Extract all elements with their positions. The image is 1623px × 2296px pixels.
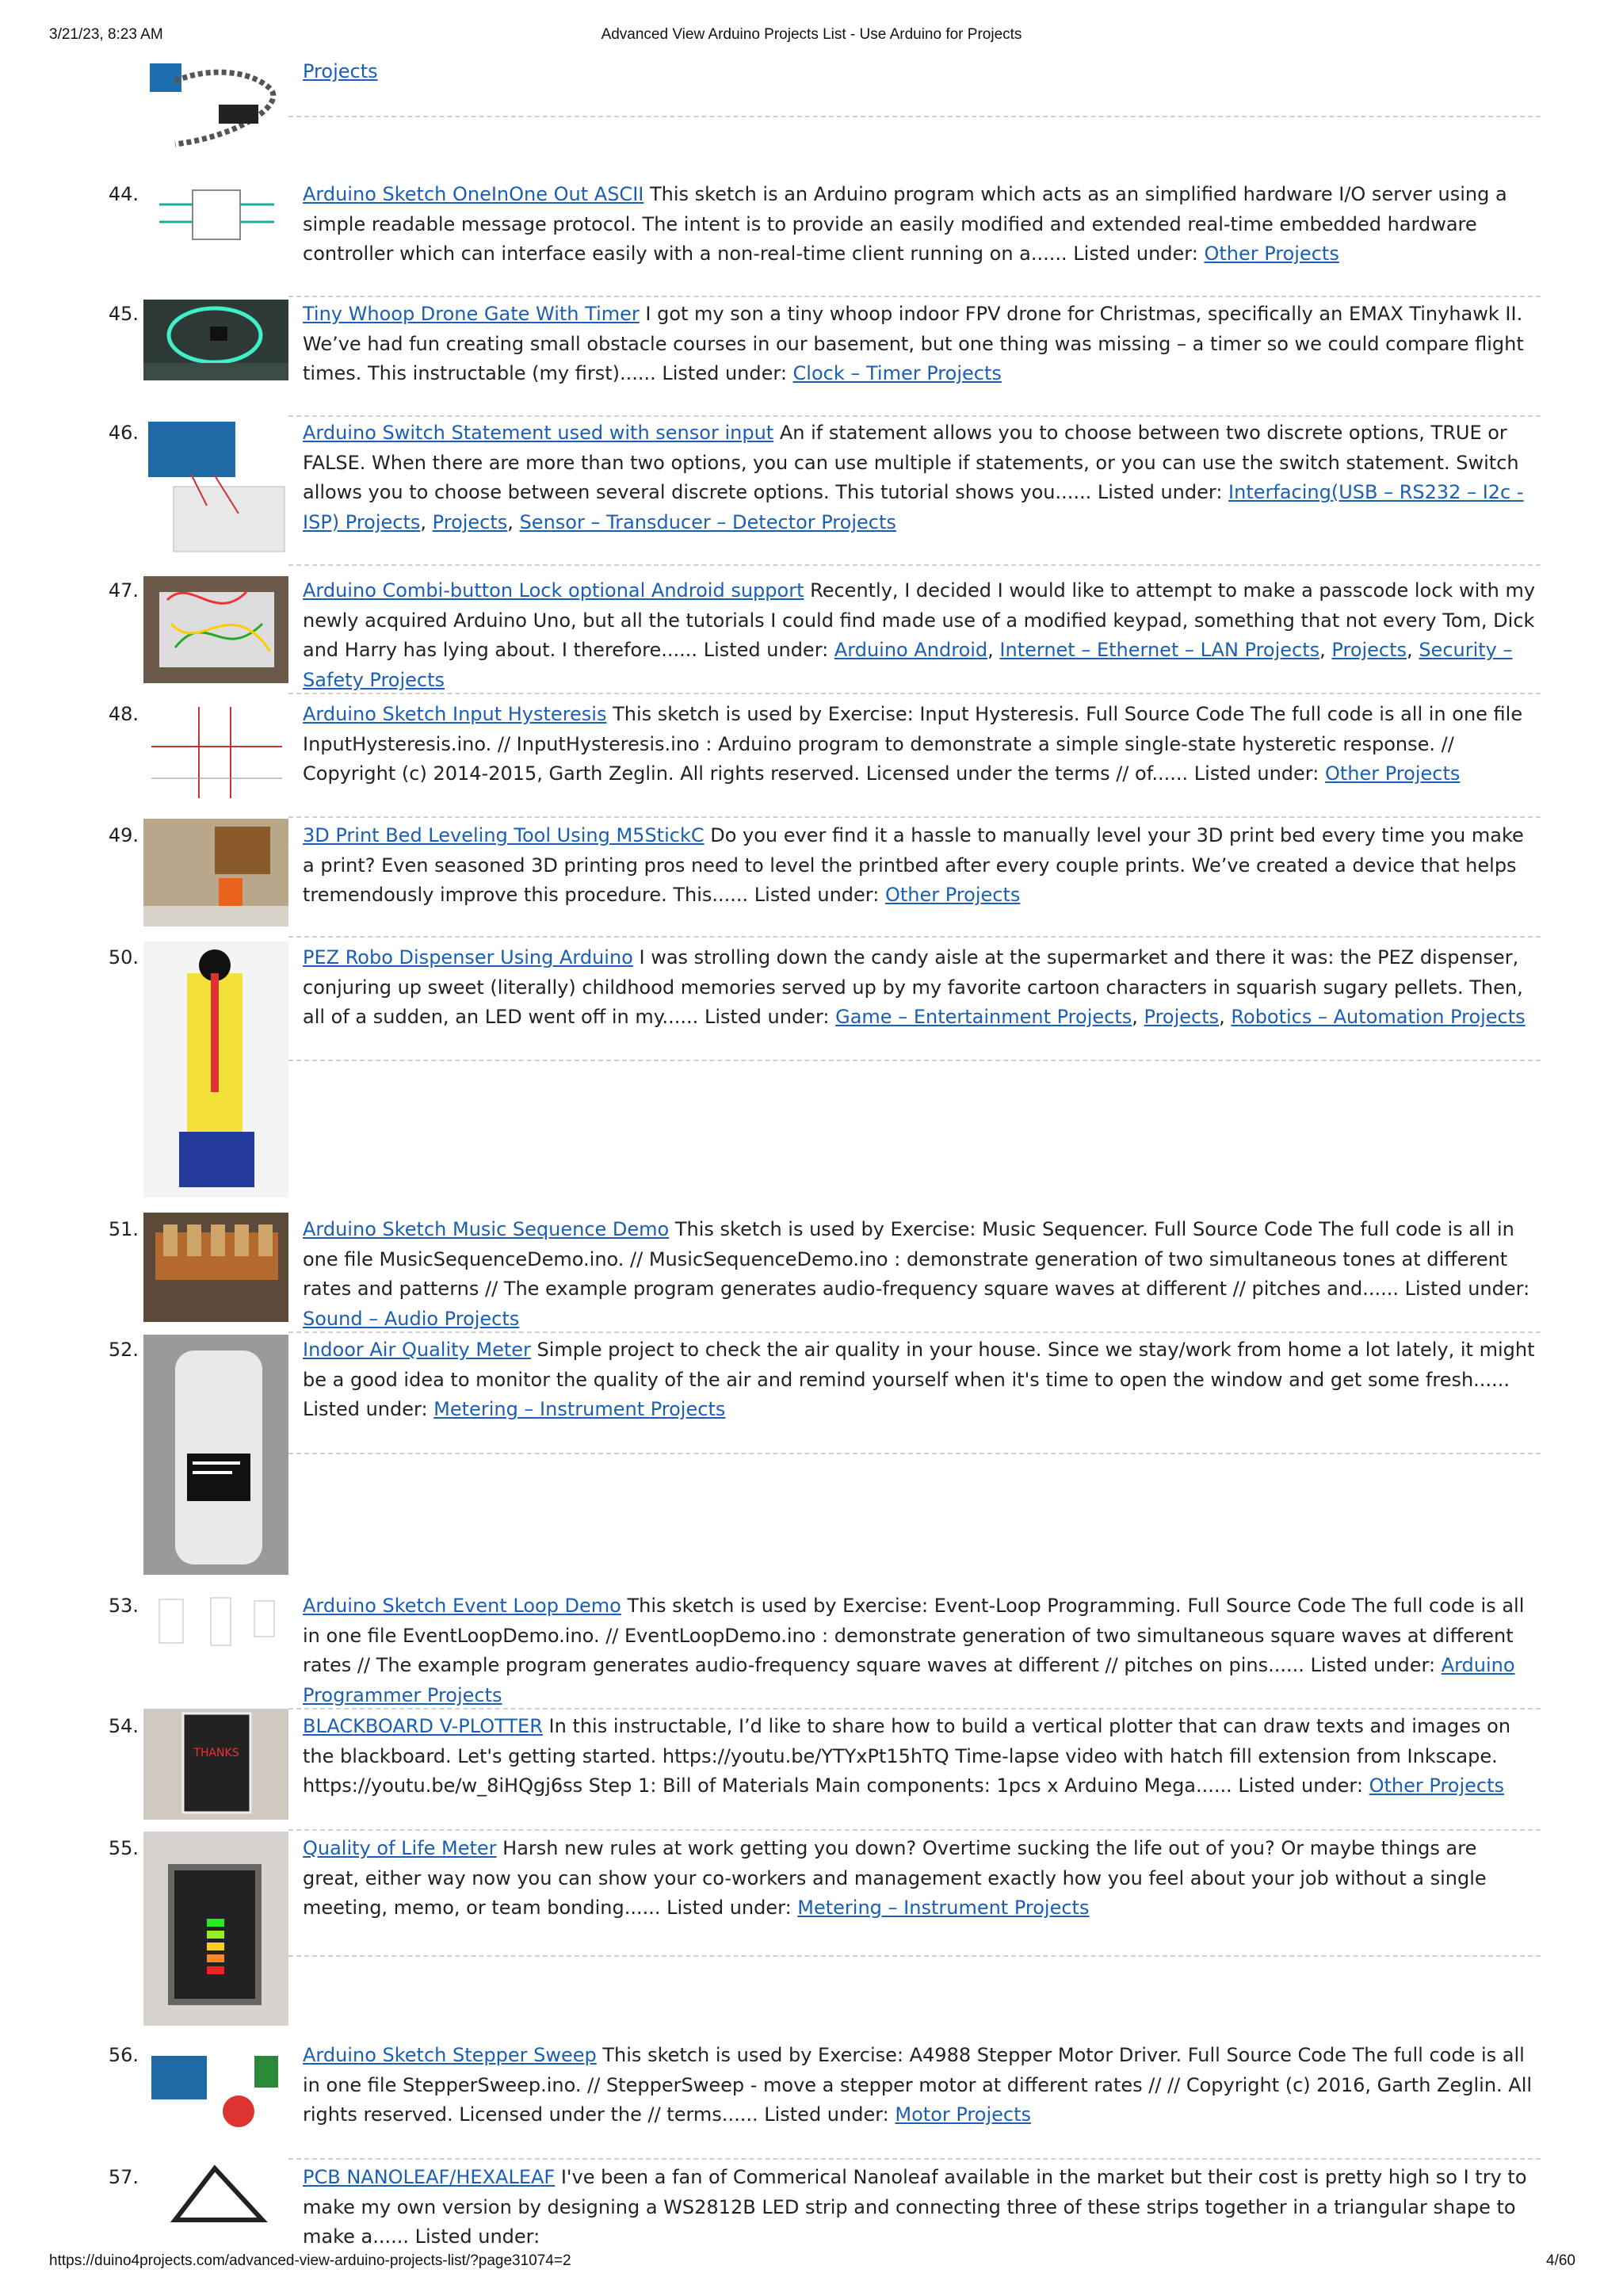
category-link[interactable]: Other Projects	[1324, 762, 1461, 785]
page-title: Advanced View Arduino Projects List - Use Arduino for Projects	[601, 26, 1022, 43]
category-link[interactable]: Security – Safety Projects	[303, 639, 1513, 691]
project-title-link[interactable]: Arduino Sketch Music Sequence Demo	[303, 1218, 670, 1240]
list-item-text	[303, 57, 1539, 87]
project-thumbnail[interactable]	[143, 1591, 288, 1655]
list-item-number: 49.	[108, 824, 139, 846]
project-title-link[interactable]: PCB NANOLEAF/HEXALEAF	[303, 2166, 556, 2188]
list-item-text	[303, 1712, 1539, 1801]
project-thumbnail[interactable]	[143, 1213, 288, 1322]
category-link[interactable]: Projects	[432, 510, 508, 533]
project-thumbnail[interactable]	[143, 699, 288, 806]
project-title-link[interactable]: Arduino Combi-button Lock optional Android support	[303, 579, 804, 602]
project-description: I got my son a tiny whoop indoor FPV drone for Christmas, specifically an EMAX Tinyhawk II. We’ve had fun creating small obstacle courses in our basement, but one thing was missing – a timer so we could compare flight times. This instructable (my first)......	[303, 303, 1524, 384]
separator	[288, 816, 1541, 818]
category-link[interactable]: Sound – Audio Projects	[303, 1307, 520, 1330]
listed-under-label: Listed under:	[697, 639, 834, 661]
project-description: An if statement allows you to choose between two discrete options, TRUE or FALSE. When there are more than two options, you can use multiple if statements, or you can use the switch statement. Switch allows you to choose between several discrete options. This tutorial shows you......	[303, 422, 1519, 503]
project-description: Harsh new rules at work getting you down? Overtime sucking the life out of you? Or maybe things are great, either way now you can show your co-workers and management exactly how you feel about your job without a single meeting, memo, or team bonding......	[303, 1837, 1487, 1919]
list-item-text: Arduino Switch Statement used with sensor input An if statement allows you to choose between two discrete options, TRUE or FALSE. When there are more than two options, you can use multiple if statements, or you can use the switch statement. Switch allows you to choose between several discrete options. This tutorial shows you...... Listed under: Interfacing(USB – RS232 – I2c -ISP) Projects, Projects, Sensor – Transducer – Detector Projects	[303, 422, 1524, 533]
category-link[interactable]: Metering – Instrument Projects	[433, 1398, 726, 1420]
separator	[288, 564, 1541, 566]
list-item-text	[303, 300, 1539, 389]
project-title-link[interactable]: 3D Print Bed Leveling Tool Using M5StickC	[303, 824, 705, 846]
listed-under-label: Listed under:	[1067, 243, 1205, 265]
listed-under-label: Listed under:	[1091, 481, 1229, 503]
category-link[interactable]: Other Projects	[1369, 1775, 1504, 1797]
separator	[288, 296, 1541, 297]
list-item-text	[303, 180, 1539, 269]
category-link[interactable]: Game – Entertainment Projects	[835, 1006, 1132, 1028]
list-item-number: 54.	[108, 1715, 139, 1737]
project-thumbnail[interactable]	[143, 57, 288, 152]
project-description: This sketch is used by Exercise: A4988 Stepper Motor Driver. Full Source Code The full code is all in one file StepperSweep.ino. // StepperSweep - move a stepper motor at different rates // // Copyright (c) 2016, Garth Zeglin. All rights reserved. Licensed under the // terms......	[303, 2044, 1533, 2126]
separator	[288, 415, 1541, 417]
page-number: 4/60	[1546, 2252, 1575, 2269]
listed-under-label: Listed under:	[1232, 1775, 1369, 1797]
separator	[288, 1453, 1541, 1454]
project-title-link[interactable]: Arduino Sketch OneInOne Out ASCII	[303, 183, 644, 205]
project-thumbnail[interactable]	[143, 300, 288, 380]
list-item-number: 47.	[108, 579, 139, 602]
project-title-link[interactable]: Arduino Sketch Stepper Sweep	[303, 2044, 597, 2066]
listed-under-label: Listed under:	[748, 884, 885, 906]
project-thumbnail[interactable]	[143, 1832, 288, 2026]
category-link[interactable]: Metering – Instrument Projects	[797, 1897, 1090, 1919]
listed-under-label: Listed under:	[409, 2225, 540, 2248]
listed-under-label: Listed under:	[303, 1398, 434, 1420]
category-link[interactable]: Robotics – Automation Projects	[1231, 1006, 1526, 1028]
separator	[288, 693, 1541, 694]
separator	[288, 1955, 1541, 1957]
listed-under-label: Listed under:	[655, 362, 793, 384]
project-description: This sketch is used by Exercise: Input Hysteresis. Full Source Code The full code is all in one file InputHysteresis.ino. // InputHysteresis.ino : Arduino program to demonstrate a simple single-state hysteretic response. // Copyright (c) 2014-2015, Garth Zeglin. All rights reserved. Licensed under the terms // of......	[303, 703, 1523, 785]
list-item-number: 44.	[108, 183, 139, 205]
project-description: In this instructable, I’d like to share how to build a vertical plotter that can draw texts and images on the blackboard. Let's getting started. https://youtu.be/YTYxPt15hTQ Time-lapse video with hatch fill extension from Inkscape. https://youtu.be/w_8iHQgj6ss Step 1: Bill of Materials Main components: 1pcs x Arduino Mega......	[303, 1715, 1511, 1797]
project-description: This sketch is used by Exercise: Music Sequencer. Full Source Code The full code is all in one file MusicSequenceDemo.ino. // MusicSequenceDemo.ino : demonstrate generation of two simultaneous tones at different rates and patterns // The example program generates audio-frequency square waves at different // pitches and......	[303, 1218, 1514, 1300]
category-link[interactable]: Other Projects	[1204, 243, 1339, 265]
listed-under-label: Listed under:	[758, 2103, 896, 2126]
project-description: Do you ever find it a hassle to manually level your 3D print bed every time you make a print? Even seasoned 3D printing pros need to level the printbed after every couple prints. We’ve created a device that helps tremendously improve this procedure. This......	[303, 824, 1524, 906]
project-thumbnail[interactable]	[143, 1335, 288, 1575]
separator	[288, 1829, 1541, 1831]
list-item-number: 57.	[108, 2166, 139, 2188]
project-thumbnail[interactable]	[143, 418, 288, 554]
separator	[288, 1060, 1541, 1061]
project-title-link[interactable]: Arduino Sketch Event Loop Demo	[303, 1595, 621, 1617]
project-title-link[interactable]: PEZ Robo Dispenser Using Arduino	[303, 946, 633, 968]
category-link[interactable]: Sensor – Transducer – Detector Projects	[519, 510, 896, 533]
project-title-link[interactable]: Arduino Switch Statement used with sensor input	[303, 422, 774, 444]
listed-under-label: Listed under:	[698, 1006, 836, 1028]
list-item-number: 53.	[108, 1595, 139, 1617]
list-item-number: 50.	[108, 946, 139, 968]
list-item-number: 48.	[108, 703, 139, 725]
project-thumbnail[interactable]	[143, 2040, 288, 2138]
list-item-number: 46.	[108, 422, 139, 444]
project-thumbnail[interactable]	[143, 1709, 288, 1820]
separator	[288, 116, 1541, 117]
project-description: I was strolling down the candy aisle at the supermarket and there it was: the PEZ dispenser, conjuring up sweet (literally) childhood memories served up by my favorite cartoon characters in squarish sugary pellets. Then, all of a sudden, an LED went off in my......	[303, 946, 1523, 1028]
svg-text:THANKS: THANKS	[193, 1747, 239, 1759]
separator	[288, 1708, 1541, 1710]
list-item-text	[303, 821, 1539, 911]
project-thumbnail[interactable]	[143, 942, 288, 1198]
category-link[interactable]: Interfacing(USB – RS232 – I2c -ISP) Projects	[303, 481, 1524, 533]
listed-under-label: Listed under:	[1188, 762, 1325, 785]
category-link[interactable]: Motor Projects	[895, 2103, 1031, 2126]
project-title-link[interactable]: Indoor Air Quality Meter	[303, 1339, 531, 1361]
separator	[288, 936, 1541, 938]
project-description: This sketch is used by Exercise: Event-Loop Programming. Full Source Code The full code is all in one file EventLoopDemo.ino. // EventLoopDemo.ino : demonstrate generation of two simultaneous square waves at different rates // The example program generates audio-frequency square waves at different // pitches on pins......	[303, 1595, 1525, 1676]
list-item-text	[303, 1834, 1539, 1924]
category-link[interactable]: Other Projects	[884, 884, 1021, 906]
category-link[interactable]: Clock – Timer Projects	[792, 362, 1002, 384]
project-title-link[interactable]: Quality of Life Meter	[303, 1837, 497, 1859]
project-title-link[interactable]: Arduino Sketch Input Hysteresis	[303, 703, 607, 725]
listed-under-label: Listed under:	[1304, 1654, 1442, 1676]
project-thumbnail[interactable]	[143, 2160, 288, 2224]
list-item-text	[303, 700, 1539, 789]
project-title-link[interactable]: BLACKBOARD V-PLOTTER	[303, 1715, 543, 1737]
category-link[interactable]: Projects	[1144, 1006, 1220, 1028]
separator	[288, 2158, 1541, 2160]
project-description: Recently, I decided I would like to attempt to make a passcode lock with my newly acquired Arduino Uno, but all the tutorials I could find made use of a modified keypad, something that not every Tom, Dick and Harry has lying about. I therefore......	[303, 579, 1536, 661]
project-description: This sketch is an Arduino program which acts as an simplified hardware I/O server using a simple readable message protocol. The intent is to provide an easily modified and extended real-time embedded hardware controller which can interface easily with a non-real-time client running on a......	[303, 183, 1507, 265]
list-item-text	[303, 2163, 1539, 2252]
listed-under-label: Listed under:	[660, 1897, 798, 1919]
list-item-text: Arduino Combi-button Lock optional Android support Recently, I decided I would like to attempt to make a passcode lock with my newly acquired Arduino Uno, but all the tutorials I could find made use of a modified keypad, something that not every Tom, Dick and Harry has lying about. I therefore...... Listed under: Arduino Android, Internet – Ethernet – LAN Projects, Projects, Security – Safety Projects	[303, 579, 1536, 691]
listed-under-label: Listed under:	[1399, 1278, 1530, 1300]
project-thumbnail[interactable]	[143, 819, 288, 926]
project-title-link[interactable]: Tiny Whoop Drone Gate With Timer	[303, 303, 640, 325]
list-item-number: 56.	[108, 2044, 139, 2066]
separator	[288, 1331, 1541, 1333]
list-item-text: PEZ Robo Dispenser Using Arduino I was strolling down the candy aisle at the supermarket and there it was: the PEZ dispenser, conjuring up sweet (literally) childhood memories served up by my favorite cartoon characters in squarish sugary pellets. Then, all of a sudden, an LED went off in my...... Listed under: Game – Entertainment Projects, Projects, Robotics – Automation Projects	[303, 946, 1526, 1028]
print-date: 3/21/23, 8:23 AM	[49, 26, 163, 43]
project-description: Simple project to check the air quality in your house. Since we stay/work from home a lot lately, it might be a good idea to monitor the quality of the air and remind yourself when it's time to open the window and get some fresh......	[303, 1339, 1535, 1391]
category-link[interactable]: Projects	[1331, 639, 1407, 661]
list-item-number: 51.	[108, 1218, 139, 1240]
category-link[interactable]: Arduino Android	[834, 639, 988, 661]
category-link[interactable]: Internet – Ethernet – LAN Projects	[999, 639, 1320, 661]
list-item-text	[303, 1591, 1539, 1710]
page-url: https://duino4projects.com/advanced-view-arduino-projects-list/?page31074=2	[49, 2252, 571, 2269]
project-thumbnail[interactable]	[143, 181, 288, 247]
project-thumbnail[interactable]	[143, 576, 288, 683]
list-item-text	[303, 1215, 1539, 1334]
list-item-text	[303, 1335, 1539, 1425]
list-item-text	[303, 2041, 1539, 2130]
list-item-number: 52.	[108, 1339, 139, 1361]
category-link[interactable]: Arduino Programmer Projects	[303, 1654, 1515, 1706]
list-item-number: 45.	[108, 303, 139, 325]
category-link[interactable]: Projects	[303, 60, 378, 82]
list-item-number: 55.	[108, 1837, 139, 1859]
project-description: I've been a fan of Commerical Nanoleaf available in the market but their cost is pretty high so I try to make my own version by designing a WS2812B LED strip and connecting three of these strips together in a triangular shape to make a......	[303, 2166, 1527, 2248]
